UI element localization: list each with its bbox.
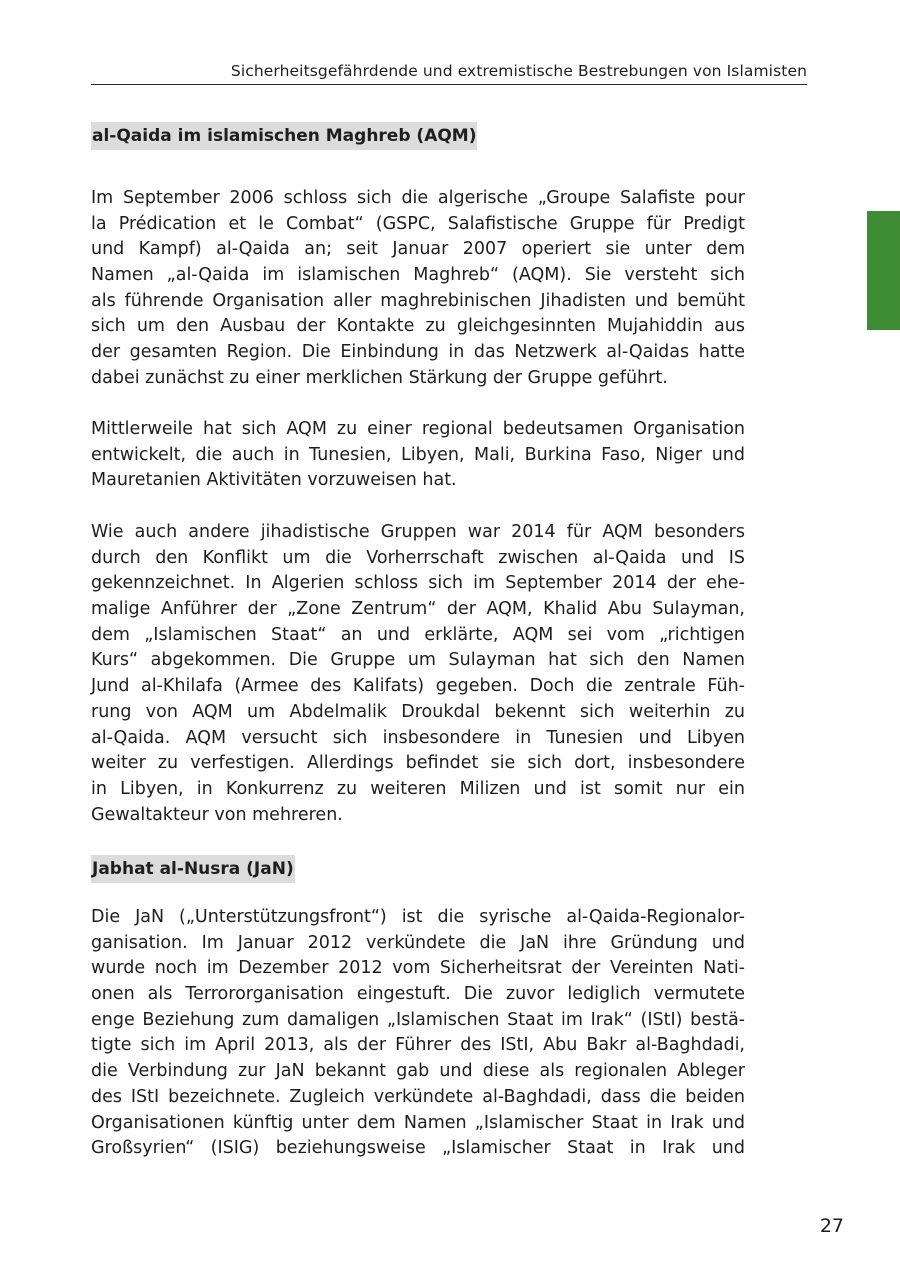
text-line: rung von AQM um Abdelmalik Droukdal bekennt sich weiterhin zu: [91, 701, 745, 722]
text-line: weiter zu verfestigen. Allerdings befindet sie sich dort, insbesondere: [91, 753, 745, 774]
chapter-tab-marker: [867, 211, 900, 330]
text-line: Kurs“ abgekommen. Die Gruppe um Sulayman hat sich den Namen: [91, 650, 745, 671]
page-number: 27: [819, 1215, 844, 1237]
text-line: dem „Islamischen Staat“ an und erklärte, AQM sei vom „richtigen: [91, 624, 745, 645]
text-line: onen als Terrororganisation eingestuft. Die zuvor lediglich vermutete: [91, 984, 745, 1005]
text-line: sich um den Ausbau der Kontakte zu gleichgesinnten Mujahiddin aus: [91, 316, 745, 337]
text-line: Gewaltakteur von mehreren.: [91, 804, 343, 825]
text-line: enge Beziehung zum damaligen „Islamischen Staat im Irak“ (IStI) bestä-: [91, 1009, 745, 1030]
text-line: dabei zunächst zu einer merklichen Stärkung der Gruppe geführt.: [91, 367, 668, 388]
paragraph-aqm-3: [91, 520, 745, 828]
text-line: des IStI bezeichnete. Zugleich verkündete al-Baghdadi, dass die beiden: [91, 1086, 745, 1107]
text-line: gekennzeichnet. In Algerien schloss sich im September 2014 der ehe-: [91, 573, 745, 594]
text-line: malige Anführer der „Zone Zentrum“ der AQM, Khalid Abu Sulayman,: [91, 599, 745, 620]
text-line: wurde noch im Dezember 2012 vom Sicherheitsrat der Vereinten Nati-: [91, 958, 745, 979]
text-line: in Libyen, in Konkurrenz zu weiteren Milizen und ist somit nur ein: [91, 778, 745, 799]
paragraph-jan-1: [91, 905, 745, 1162]
text-line: durch den Konflikt um die Vorherrschaft zwischen al-Qaida und IS: [91, 547, 745, 568]
text-line: Im September 2006 schloss sich die algerische „Groupe Salafiste pour: [91, 188, 745, 208]
text-line: Namen „al-Qaida im islamischen Maghreb“ (AQM). Sie versteht sich: [91, 265, 745, 286]
text-line: Großsyrien“ (ISIG) beziehungsweise „Islamischer Staat in Irak und: [91, 1138, 745, 1159]
text-line: al-Qaida. AQM versucht sich insbesondere in Tunesien und Libyen: [91, 727, 745, 748]
text-line: Die JaN („Unterstützungsfront“) ist die syrische al-Qaida-Regionalor-: [91, 907, 745, 927]
text-line: Organisationen künftig unter dem Namen „Islamischer Staat in Irak und: [91, 1112, 745, 1133]
text-line: als führende Organisation aller maghrebinischen Jihadisten und bemüht: [91, 290, 745, 311]
text-line: die Verbindung zur JaN bekannt gab und diese als regionalen Ableger: [91, 1061, 745, 1082]
text-line: ganisation. Im Januar 2012 verkündete die JaN ihre Gründung und: [91, 932, 745, 953]
text-line: Jund al-Khilafa (Armee des Kalifats) gegeben. Doch die zentrale Füh-: [91, 676, 745, 697]
text-line: Wie auch andere jihadistische Gruppen war 2014 für AQM besonders: [91, 522, 745, 542]
running-header-title: Sicherheitsgefährdende und extremistische Bestrebungen von Islamisten: [230, 62, 807, 80]
text-line: Mauretanien Aktivitäten vorzuweisen hat.: [91, 470, 457, 491]
paragraph-aqm-1: [91, 186, 745, 392]
text-line: la Prédication et le Combat“ (GSPC, Salafistische Gruppe für Predigt: [91, 213, 745, 234]
text-line: entwickelt, die auch in Tunesien, Libyen, Mali, Burkina Faso, Niger und: [91, 444, 745, 465]
text-line: und Kampf) al-Qaida an; seit Januar 2007 operiert sie unter dem: [91, 239, 745, 260]
paragraph-aqm-2: [91, 417, 745, 494]
text-line: Mittlerweile hat sich AQM zu einer regional bedeutsamen Organisation: [91, 419, 745, 439]
text-line: tigte sich im April 2013, als der Führer des IStI, Abu Bakr al-Baghdadi,: [91, 1035, 745, 1056]
section-heading-aqm: al-Qaida im islamischen Maghreb (AQM): [91, 122, 477, 150]
running-header: [91, 58, 807, 85]
text-line: der gesamten Region. Die Einbindung in das Netzwerk al-Qaidas hatte: [91, 342, 745, 363]
section-heading-jan: Jabhat al-Nusra (JaN): [91, 855, 295, 883]
